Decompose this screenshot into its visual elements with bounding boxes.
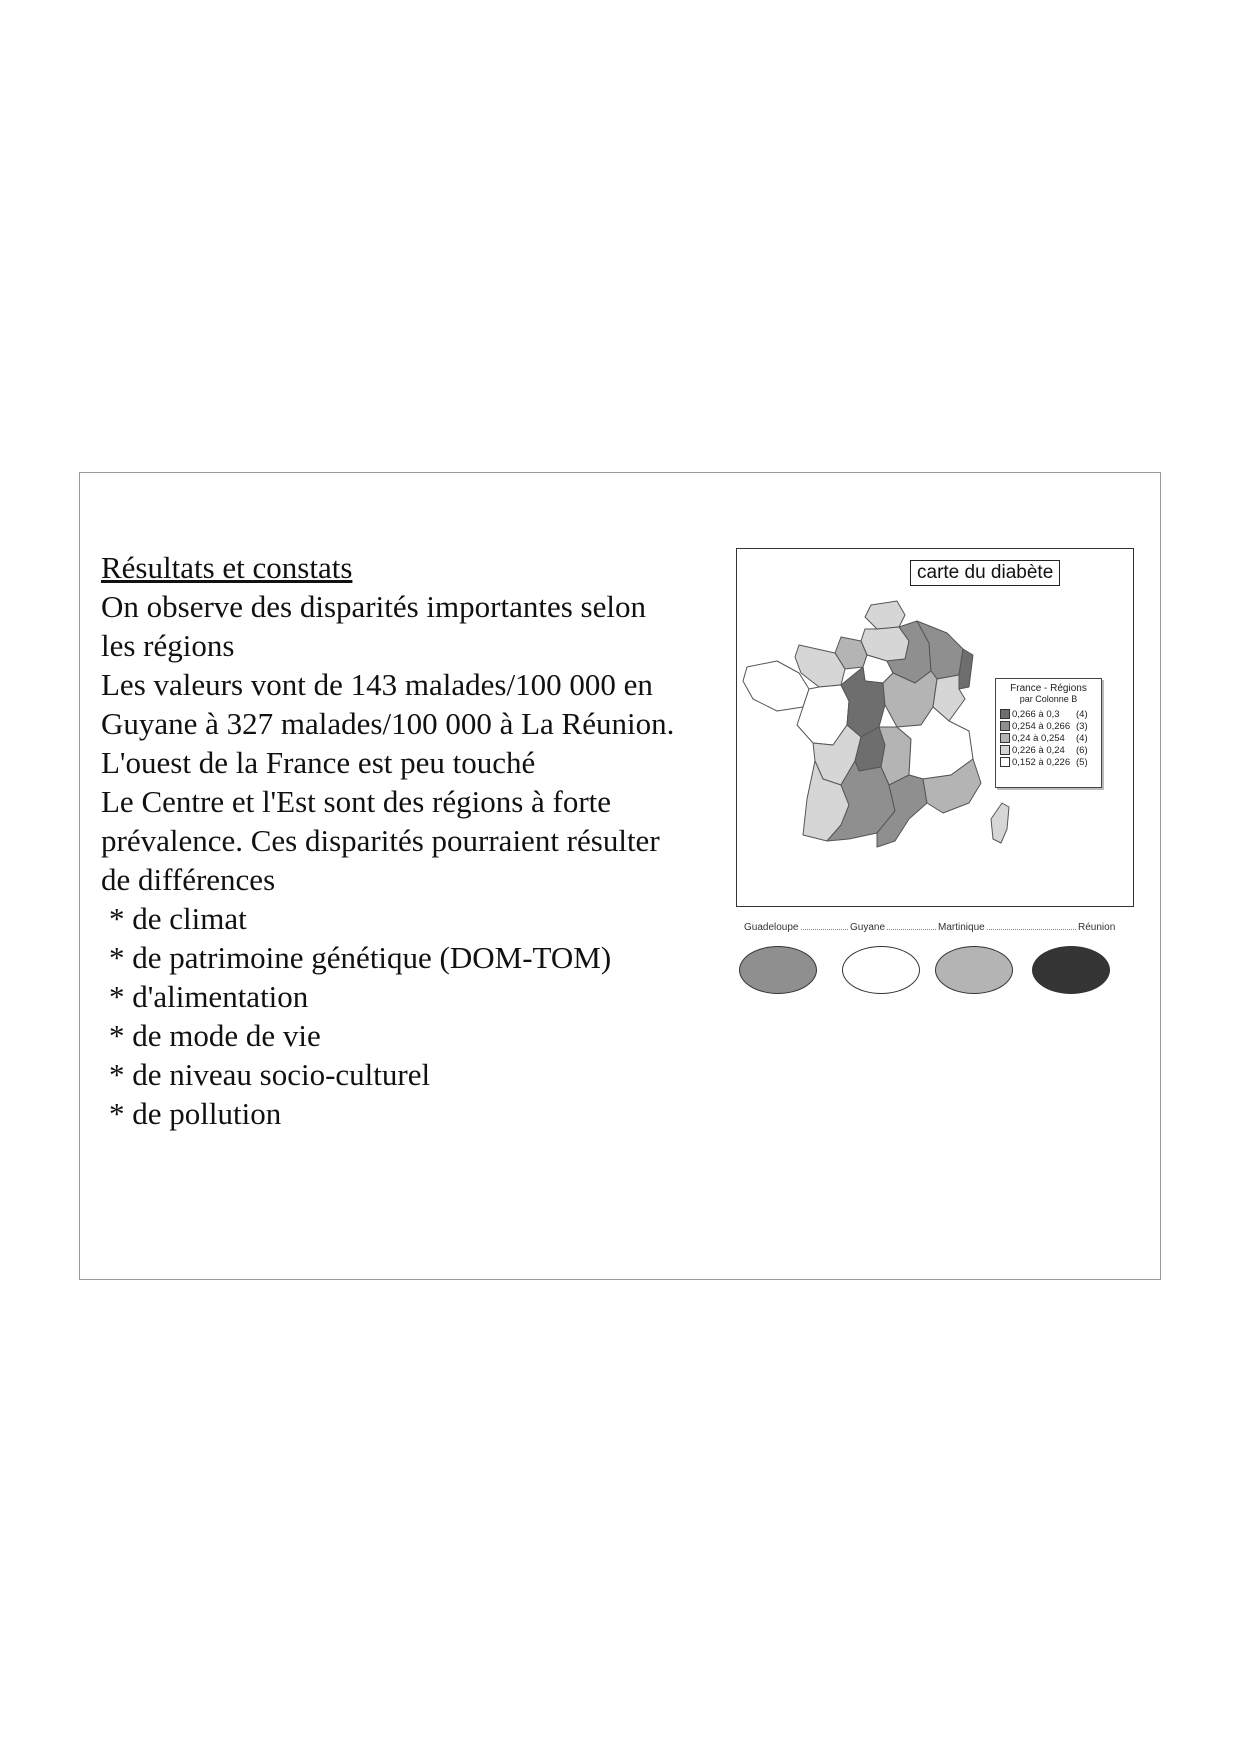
bullet-item: * de patrimoine génétique (DOM-TOM) bbox=[109, 940, 612, 975]
dom-label-guyane: Guyane bbox=[850, 922, 886, 933]
legend-range: 0,226 à 0,24 bbox=[1012, 744, 1065, 756]
oval-guadeloupe bbox=[739, 946, 817, 994]
dom-tom-labels bbox=[736, 922, 1134, 936]
legend-count: (4) bbox=[1076, 732, 1088, 744]
oval-guyane bbox=[842, 946, 920, 994]
slide bbox=[79, 472, 1161, 1280]
legend-count: (6) bbox=[1076, 744, 1088, 756]
legend-swatch bbox=[1000, 733, 1010, 743]
text-line: On observe des disparités importantes selon bbox=[101, 589, 646, 624]
bullet-item: * de mode de vie bbox=[109, 1018, 321, 1053]
map-title: carte du diabète bbox=[910, 560, 1060, 586]
oval-reunion bbox=[1032, 946, 1110, 994]
legend-count: (3) bbox=[1076, 720, 1088, 732]
legend-range: 0,254 à 0,266 bbox=[1012, 720, 1071, 732]
bullet-item: * de pollution bbox=[109, 1096, 282, 1131]
heading: Résultats et constats bbox=[101, 550, 353, 585]
legend-swatch bbox=[1000, 757, 1010, 767]
text-line: Guyane à 327 malades/100 000 à La Réunion. bbox=[101, 706, 675, 741]
text-line: les régions bbox=[101, 628, 235, 663]
text-line: Le Centre et l'Est sont des régions à forte bbox=[101, 784, 612, 819]
region-nord bbox=[865, 601, 905, 629]
dom-tom-ovals bbox=[736, 946, 1134, 1006]
dom-tom-row bbox=[736, 922, 1134, 1006]
text-line: de différences bbox=[101, 862, 276, 897]
map-frame bbox=[736, 548, 1134, 907]
legend-item bbox=[1000, 744, 1101, 756]
legend-swatch bbox=[1000, 721, 1010, 731]
bullet-item: * de climat bbox=[109, 901, 247, 936]
legend-item bbox=[1000, 756, 1101, 768]
text-line: L'ouest de la France est peu touché bbox=[101, 745, 536, 780]
legend-count: (4) bbox=[1076, 708, 1088, 720]
legend-item bbox=[1000, 720, 1101, 732]
legend-range: 0,266 à 0,3 bbox=[1012, 708, 1060, 720]
dom-label-guadeloupe: Guadeloupe bbox=[744, 922, 799, 933]
legend-title: France - Régions bbox=[1010, 683, 1087, 694]
legend-swatch bbox=[1000, 709, 1010, 719]
legend-item bbox=[1000, 708, 1101, 720]
oval-martinique bbox=[935, 946, 1013, 994]
legend-subtitle: par Colonne B bbox=[1019, 694, 1078, 704]
legend-count: (5) bbox=[1076, 756, 1088, 768]
legend-range: 0,152 à 0,226 bbox=[1012, 756, 1071, 768]
legend-item bbox=[1000, 732, 1101, 744]
region-corse bbox=[991, 803, 1009, 843]
legend-range: 0,24 à 0,254 bbox=[1012, 732, 1065, 744]
map-legend bbox=[995, 678, 1102, 788]
text-line: prévalence. Ces disparités pourraient résulter bbox=[101, 823, 660, 858]
bullet-item: * de niveau socio-culturel bbox=[109, 1057, 431, 1092]
dom-label-martinique: Martinique bbox=[938, 922, 985, 933]
bullet-item: * d'alimentation bbox=[109, 979, 309, 1014]
legend-swatch bbox=[1000, 745, 1010, 755]
text-block bbox=[101, 548, 726, 1133]
dom-label-reunion: Réunion bbox=[1078, 922, 1116, 933]
text-line: Les valeurs vont de 143 malades/100 000 en bbox=[101, 667, 653, 702]
